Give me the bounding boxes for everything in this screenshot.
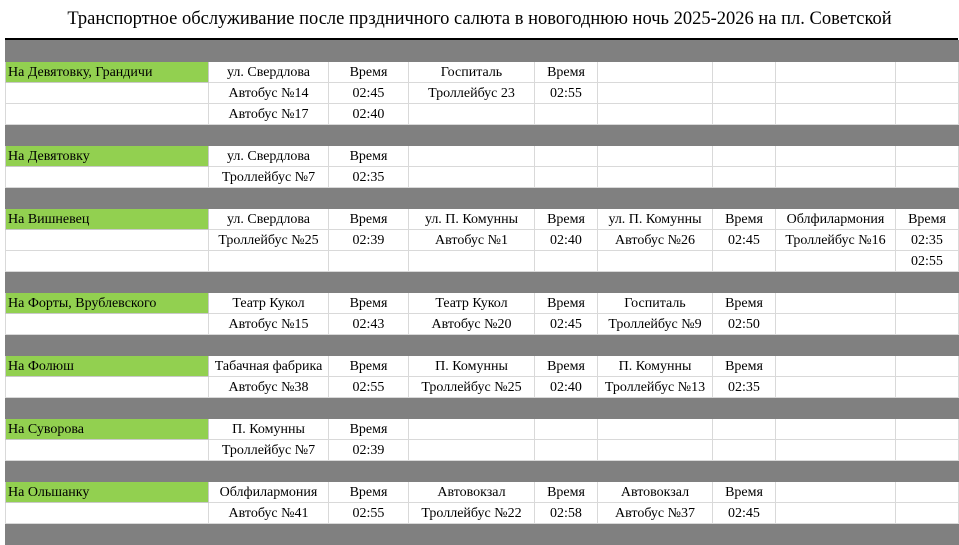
stop-or-route-cell[interactable]: Троллейбус 23: [409, 83, 535, 104]
separator-cell: [598, 188, 713, 209]
separator-cell: [535, 335, 598, 356]
separator-cell: [329, 335, 409, 356]
separator-cell: [713, 41, 776, 62]
separator-cell: [6, 272, 209, 293]
empty-cell[interactable]: [6, 104, 209, 125]
time-cell[interactable]: Время: [329, 146, 409, 167]
time-cell[interactable]: Время: [713, 209, 776, 230]
separator-cell: [6, 188, 209, 209]
empty-cell[interactable]: [776, 146, 896, 167]
time-cell[interactable]: 02:43: [329, 314, 409, 335]
empty-cell[interactable]: [896, 356, 959, 377]
separator-cell: [409, 272, 535, 293]
empty-cell[interactable]: [896, 419, 959, 440]
time-cell[interactable]: Время: [535, 209, 598, 230]
separator-cell: [329, 188, 409, 209]
separator-row: [6, 461, 959, 482]
stop-or-route-cell[interactable]: Автобус №14: [209, 83, 329, 104]
separator-cell: [209, 398, 329, 419]
separator-cell: [209, 524, 329, 545]
stop-or-route-cell[interactable]: П. Комунны: [409, 356, 535, 377]
separator-cell: [409, 524, 535, 545]
separator-row: [6, 125, 959, 146]
time-cell[interactable]: 02:45: [329, 83, 409, 104]
empty-cell[interactable]: [6, 377, 209, 398]
empty-cell[interactable]: [776, 356, 896, 377]
empty-cell[interactable]: [6, 440, 209, 461]
stop-or-route-cell[interactable]: Троллейбус №13: [598, 377, 713, 398]
time-cell[interactable]: Время: [713, 356, 776, 377]
empty-cell[interactable]: [535, 167, 598, 188]
destination-cell[interactable]: На Вишневец: [6, 209, 209, 230]
separator-cell: [713, 125, 776, 146]
separator-cell: [896, 41, 959, 62]
empty-cell[interactable]: [713, 440, 776, 461]
empty-cell[interactable]: [535, 251, 598, 272]
table-row: [6, 62, 959, 83]
empty-cell[interactable]: [6, 230, 209, 251]
separator-cell: [329, 41, 409, 62]
stop-or-route-cell[interactable]: Автовокзал: [409, 482, 535, 503]
stop-or-route-cell[interactable]: Троллейбус №7: [209, 440, 329, 461]
empty-cell[interactable]: [598, 104, 713, 125]
stop-or-route-cell[interactable]: ул. Свердлова: [209, 209, 329, 230]
time-cell[interactable]: 02:45: [713, 230, 776, 251]
table-row: [6, 356, 959, 377]
destination-cell[interactable]: На Девятовку, Грандичи: [6, 62, 209, 83]
destination-cell[interactable]: На Девятовку: [6, 146, 209, 167]
empty-cell[interactable]: [598, 251, 713, 272]
separator-cell: [713, 335, 776, 356]
table-row: [6, 167, 959, 188]
separator-cell: [409, 335, 535, 356]
empty-cell[interactable]: [896, 503, 959, 524]
empty-cell[interactable]: [713, 419, 776, 440]
separator-cell: [713, 398, 776, 419]
stop-or-route-cell[interactable]: ул. П. Комунны: [598, 209, 713, 230]
separator-cell: [209, 125, 329, 146]
empty-cell[interactable]: [776, 293, 896, 314]
empty-cell[interactable]: [776, 440, 896, 461]
empty-cell[interactable]: [598, 419, 713, 440]
table-row: [6, 293, 959, 314]
empty-cell[interactable]: [776, 419, 896, 440]
empty-cell[interactable]: [409, 167, 535, 188]
empty-cell[interactable]: [896, 104, 959, 125]
stop-or-route-cell[interactable]: ул. Свердлова: [209, 62, 329, 83]
separator-cell: [598, 272, 713, 293]
separator-cell: [329, 272, 409, 293]
separator-cell: [535, 461, 598, 482]
empty-cell[interactable]: [896, 314, 959, 335]
separator-cell: [209, 272, 329, 293]
stop-or-route-cell[interactable]: Троллейбус №25: [209, 230, 329, 251]
time-cell[interactable]: 02:40: [535, 230, 598, 251]
separator-cell: [896, 461, 959, 482]
time-cell[interactable]: Время: [535, 356, 598, 377]
empty-cell[interactable]: [598, 167, 713, 188]
table-row: [6, 503, 959, 524]
separator-cell: [209, 461, 329, 482]
empty-cell[interactable]: [713, 83, 776, 104]
separator-cell: [409, 461, 535, 482]
time-cell[interactable]: Время: [329, 293, 409, 314]
separator-row: [6, 188, 959, 209]
separator-cell: [329, 524, 409, 545]
empty-cell[interactable]: [598, 146, 713, 167]
stop-or-route-cell[interactable]: Троллейбус №7: [209, 167, 329, 188]
separator-cell: [209, 188, 329, 209]
empty-cell[interactable]: [896, 167, 959, 188]
separator-cell: [598, 125, 713, 146]
separator-cell: [6, 41, 209, 62]
table-row: [6, 482, 959, 503]
separator-cell: [535, 125, 598, 146]
empty-cell[interactable]: [598, 440, 713, 461]
stop-or-route-cell[interactable]: Госпиталь: [409, 62, 535, 83]
empty-cell[interactable]: [598, 83, 713, 104]
table-row: [6, 419, 959, 440]
separator-cell: [409, 188, 535, 209]
empty-cell[interactable]: [896, 62, 959, 83]
stop-or-route-cell[interactable]: Госпиталь: [598, 293, 713, 314]
time-cell[interactable]: 02:45: [713, 503, 776, 524]
stop-or-route-cell[interactable]: П. Комунны: [598, 356, 713, 377]
separator-cell: [409, 398, 535, 419]
time-cell[interactable]: Время: [535, 482, 598, 503]
separator-cell: [713, 272, 776, 293]
empty-cell[interactable]: [6, 83, 209, 104]
separator-cell: [896, 188, 959, 209]
empty-cell[interactable]: [896, 440, 959, 461]
table-row: [6, 146, 959, 167]
destination-cell[interactable]: На Фолюш: [6, 356, 209, 377]
separator-cell: [535, 41, 598, 62]
time-cell[interactable]: 02:58: [535, 503, 598, 524]
separator-cell: [535, 524, 598, 545]
time-cell[interactable]: Время: [713, 482, 776, 503]
empty-cell[interactable]: [6, 314, 209, 335]
time-cell[interactable]: 02:35: [713, 377, 776, 398]
separator-row: [6, 398, 959, 419]
empty-cell[interactable]: [409, 440, 535, 461]
separator-cell: [329, 125, 409, 146]
separator-cell: [713, 188, 776, 209]
stop-or-route-cell[interactable]: Троллейбус №16: [776, 230, 896, 251]
empty-cell[interactable]: [713, 251, 776, 272]
time-cell[interactable]: 02:40: [535, 377, 598, 398]
stop-or-route-cell[interactable]: Троллейбус №25: [409, 377, 535, 398]
stop-or-route-cell[interactable]: Автобус №26: [598, 230, 713, 251]
time-cell[interactable]: Время: [329, 356, 409, 377]
time-cell[interactable]: 02:55: [329, 377, 409, 398]
stop-or-route-cell[interactable]: ул. П. Комунны: [409, 209, 535, 230]
separator-cell: [209, 41, 329, 62]
stop-or-route-cell[interactable]: Автобус №1: [409, 230, 535, 251]
separator-cell: [776, 398, 896, 419]
separator-cell: [329, 461, 409, 482]
empty-cell[interactable]: [776, 314, 896, 335]
separator-cell: [776, 335, 896, 356]
separator-cell: [6, 461, 209, 482]
stop-or-route-cell[interactable]: П. Комунны: [209, 419, 329, 440]
separator-cell: [776, 461, 896, 482]
time-cell[interactable]: Время: [329, 62, 409, 83]
stop-or-route-cell[interactable]: Троллейбус №9: [598, 314, 713, 335]
table-row: [6, 440, 959, 461]
time-cell[interactable]: 02:55: [896, 251, 959, 272]
separator-cell: [209, 335, 329, 356]
time-cell[interactable]: Время: [713, 293, 776, 314]
empty-cell[interactable]: [896, 83, 959, 104]
empty-cell[interactable]: [535, 146, 598, 167]
empty-cell[interactable]: [535, 104, 598, 125]
stop-or-route-cell[interactable]: Автобус №15: [209, 314, 329, 335]
separator-cell: [6, 125, 209, 146]
empty-cell[interactable]: [409, 251, 535, 272]
empty-cell[interactable]: [713, 62, 776, 83]
time-cell[interactable]: Время: [329, 209, 409, 230]
empty-cell[interactable]: [535, 419, 598, 440]
separator-row: [6, 272, 959, 293]
time-cell[interactable]: 02:39: [329, 230, 409, 251]
empty-cell[interactable]: [776, 251, 896, 272]
time-cell[interactable]: 02:50: [713, 314, 776, 335]
stop-or-route-cell[interactable]: Театр Кукол: [409, 293, 535, 314]
schedule-body: [6, 41, 959, 545]
separator-row: [6, 335, 959, 356]
stop-or-route-cell[interactable]: ул. Свердлова: [209, 146, 329, 167]
separator-cell: [896, 125, 959, 146]
destination-cell[interactable]: На Ольшанку: [6, 482, 209, 503]
empty-cell[interactable]: [6, 167, 209, 188]
empty-cell[interactable]: [6, 251, 209, 272]
table-row: [6, 314, 959, 335]
table-row: [6, 230, 959, 251]
time-cell[interactable]: 02:55: [329, 503, 409, 524]
separator-cell: [776, 41, 896, 62]
stop-or-route-cell[interactable]: Автобус №41: [209, 503, 329, 524]
separator-cell: [776, 188, 896, 209]
empty-cell[interactable]: [713, 167, 776, 188]
time-cell[interactable]: Время: [535, 293, 598, 314]
empty-cell[interactable]: [896, 146, 959, 167]
separator-cell: [713, 461, 776, 482]
separator-cell: [598, 335, 713, 356]
stop-or-route-cell[interactable]: Автобус №38: [209, 377, 329, 398]
separator-cell: [598, 398, 713, 419]
empty-cell[interactable]: [896, 293, 959, 314]
stop-or-route-cell[interactable]: Автобус №17: [209, 104, 329, 125]
separator-row: [6, 524, 959, 545]
separator-cell: [896, 398, 959, 419]
time-cell[interactable]: Время: [535, 62, 598, 83]
schedule-table: [5, 40, 959, 545]
empty-cell[interactable]: [896, 377, 959, 398]
separator-cell: [6, 335, 209, 356]
table-row: [6, 83, 959, 104]
empty-cell[interactable]: [776, 83, 896, 104]
separator-cell: [776, 524, 896, 545]
empty-cell[interactable]: [329, 251, 409, 272]
empty-cell[interactable]: [713, 104, 776, 125]
separator-cell: [713, 524, 776, 545]
time-cell[interactable]: 02:35: [329, 167, 409, 188]
empty-cell[interactable]: [535, 440, 598, 461]
stop-or-route-cell[interactable]: Облфилармония: [209, 482, 329, 503]
separator-cell: [6, 524, 209, 545]
separator-cell: [896, 272, 959, 293]
stop-or-route-cell[interactable]: Театр Кукол: [209, 293, 329, 314]
empty-cell[interactable]: [776, 62, 896, 83]
separator-cell: [409, 125, 535, 146]
document-title: Транспортное обслуживание после прздничного салюта в новогоднюю ночь 2025-2026 на пл. Советской: [67, 8, 892, 29]
empty-cell[interactable]: [776, 503, 896, 524]
time-cell[interactable]: Время: [329, 419, 409, 440]
stop-or-route-cell[interactable]: Автобус №20: [409, 314, 535, 335]
separator-cell: [329, 398, 409, 419]
table-row: [6, 377, 959, 398]
separator-cell: [598, 461, 713, 482]
separator-cell: [535, 398, 598, 419]
separator-cell: [598, 41, 713, 62]
separator-cell: [896, 335, 959, 356]
empty-cell[interactable]: [896, 482, 959, 503]
empty-cell[interactable]: [409, 104, 535, 125]
stop-or-route-cell[interactable]: Облфилармония: [776, 209, 896, 230]
destination-cell[interactable]: На Суворова: [6, 419, 209, 440]
empty-cell[interactable]: [776, 104, 896, 125]
time-cell[interactable]: Время: [329, 482, 409, 503]
separator-cell: [535, 188, 598, 209]
empty-cell[interactable]: [776, 377, 896, 398]
stop-or-route-cell[interactable]: Табачная фабрика: [209, 356, 329, 377]
time-cell[interactable]: 02:35: [896, 230, 959, 251]
empty-cell[interactable]: [6, 503, 209, 524]
time-cell[interactable]: 02:55: [535, 83, 598, 104]
destination-cell[interactable]: На Форты, Врублевского: [6, 293, 209, 314]
stop-or-route-cell[interactable]: Троллейбус №22: [409, 503, 535, 524]
empty-cell[interactable]: [776, 167, 896, 188]
empty-cell[interactable]: [776, 482, 896, 503]
time-cell[interactable]: 02:45: [535, 314, 598, 335]
stop-or-route-cell[interactable]: Автобус №37: [598, 503, 713, 524]
empty-cell[interactable]: [409, 419, 535, 440]
separator-cell: [896, 524, 959, 545]
stop-or-route-cell[interactable]: Автовокзал: [598, 482, 713, 503]
table-row: [6, 251, 959, 272]
time-cell[interactable]: 02:40: [329, 104, 409, 125]
time-cell[interactable]: Время: [896, 209, 959, 230]
time-cell[interactable]: 02:39: [329, 440, 409, 461]
empty-cell[interactable]: [598, 62, 713, 83]
table-row: [6, 104, 959, 125]
separator-row: [6, 41, 959, 62]
separator-cell: [6, 398, 209, 419]
separator-cell: [535, 272, 598, 293]
empty-cell[interactable]: [713, 146, 776, 167]
separator-cell: [776, 125, 896, 146]
separator-cell: [598, 524, 713, 545]
separator-cell: [409, 41, 535, 62]
separator-cell: [776, 272, 896, 293]
empty-cell[interactable]: [409, 146, 535, 167]
table-row: [6, 209, 959, 230]
empty-cell[interactable]: [209, 251, 329, 272]
